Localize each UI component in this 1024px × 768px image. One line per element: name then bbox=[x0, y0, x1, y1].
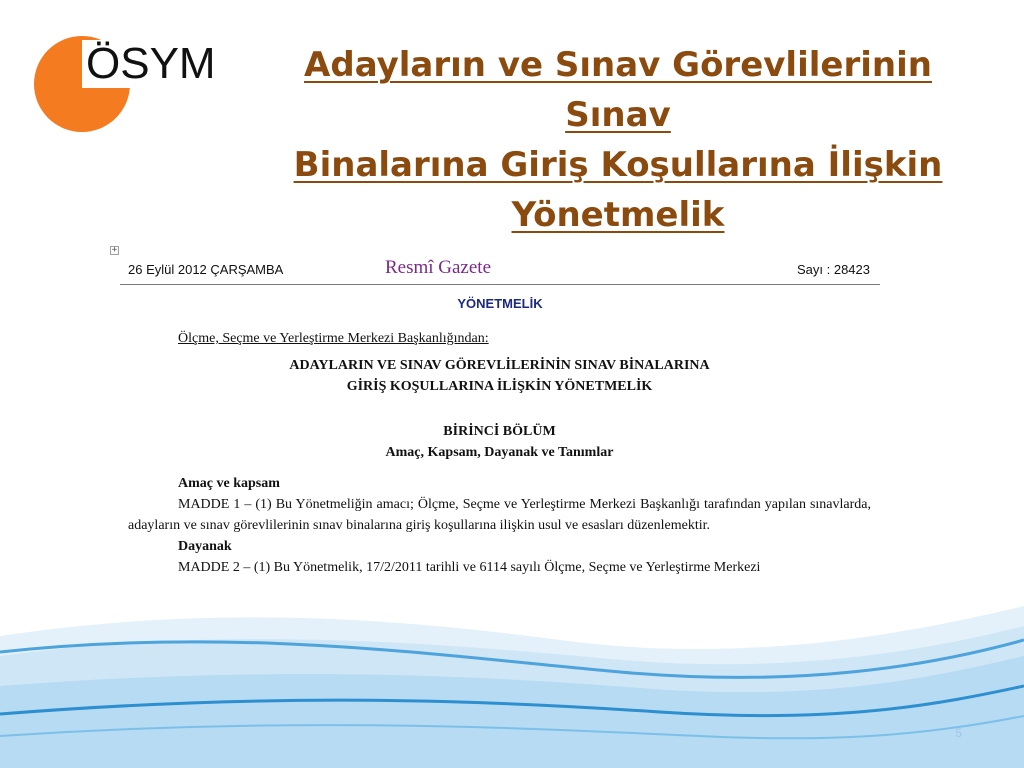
plus-icon[interactable]: + bbox=[111, 245, 118, 255]
gazette-date: 26 Eylül 2012 ÇARŞAMBA bbox=[128, 262, 284, 277]
gazette-issue: Sayı : 28423 bbox=[797, 262, 870, 277]
gazette-name: Resmî Gazete bbox=[384, 257, 492, 278]
article-text: MADDE 2 – (1) Bu Yönetmelik, 17/2/2011 tarihli ve 6114 sayılı Ölçme, Seçme ve Yerleştirme Merkezi bbox=[178, 560, 761, 575]
section-heading: Amaç ve kapsam bbox=[178, 476, 280, 491]
header-divider bbox=[120, 284, 880, 285]
gazette-kind: YÖNETMELİK bbox=[457, 296, 543, 311]
slide-title bbox=[248, 40, 988, 240]
regulation-title-line-1: ADAYLARIN VE SINAV GÖREVLİLERİNİN SINAV BİNALARINA bbox=[289, 358, 710, 373]
issuing-authority: Ölçme, Seçme ve Yerleştirme Merkezi Başkanlığından: bbox=[178, 331, 489, 346]
slide-title-line-2: Binalarına Giriş Koşullarına İlişkin bbox=[293, 145, 943, 185]
slide-title-line-1: Adayların ve Sınav Görevlilerinin Sınav bbox=[304, 45, 932, 135]
part-heading: BİRİNCİ BÖLÜM bbox=[443, 424, 556, 439]
article-text: MADDE 1 – (1) Bu Yönetmeliğin amacı; Ölçme, Seçme ve Yerleştirme Merkezi Başkanlığı tarafından yapılan sınavlarda, adayların ve sınav görevlilerinin sınav binalarına giriş koşullarına ilişkin usul ve esasları düzenlemektir. bbox=[128, 497, 871, 533]
decorative-waves bbox=[0, 596, 1024, 768]
slide-title-line-3: Yönetmelik bbox=[511, 195, 725, 235]
part-subtitle: Amaç, Kapsam, Dayanak ve Tanımlar bbox=[385, 445, 614, 460]
regulation-title-line-2: GİRİŞ KOŞULLARINA İLİŞKİN YÖNETMELİK bbox=[346, 379, 653, 394]
logo-text: ÖSYM bbox=[82, 40, 224, 88]
spacer bbox=[128, 397, 871, 421]
section-heading: Dayanak bbox=[178, 539, 232, 554]
osym-logo bbox=[34, 36, 216, 136]
page-number: 5 bbox=[955, 726, 962, 740]
spacer bbox=[128, 463, 871, 473]
regulation-body bbox=[128, 328, 871, 578]
gazette-excerpt bbox=[108, 244, 898, 596]
